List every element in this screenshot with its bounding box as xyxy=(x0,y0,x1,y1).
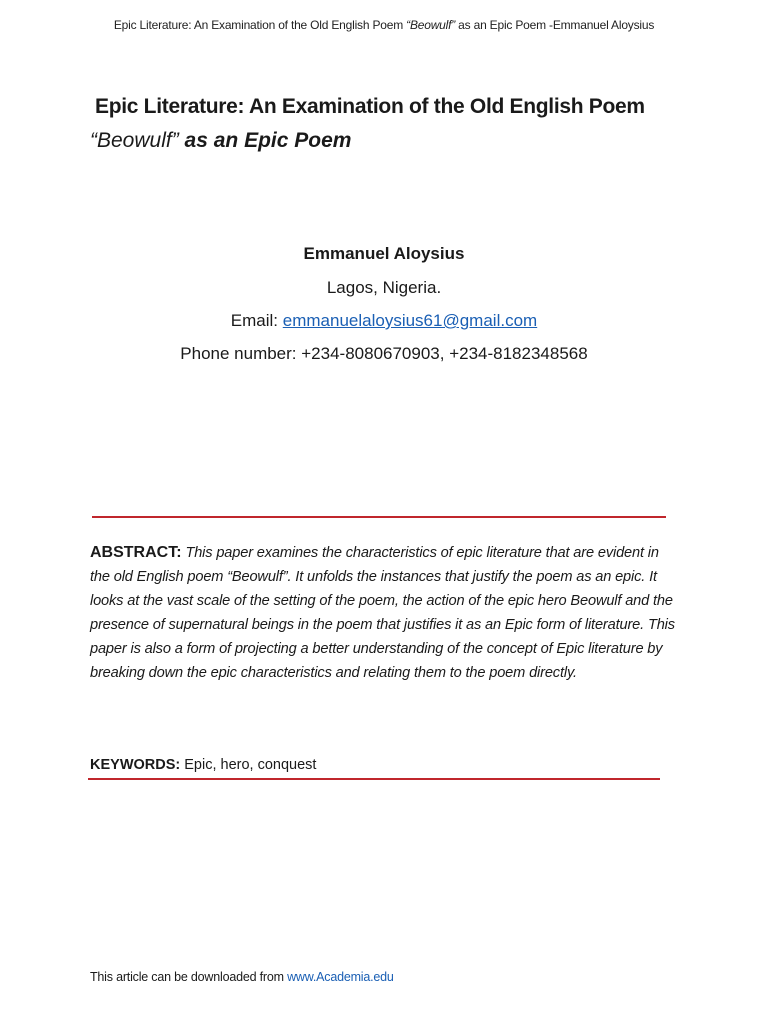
keywords xyxy=(90,757,316,773)
paper-title xyxy=(90,95,690,153)
keywords-label: KEYWORDS: xyxy=(90,757,181,773)
title-line-1: Epic Literature: An Examination of the Old English Poem xyxy=(95,95,645,118)
email-label: Email: xyxy=(230,311,283,330)
author-block xyxy=(0,244,768,377)
running-header-prefix: Epic Literature: An Examination of the Old English Poem xyxy=(113,18,407,32)
title-beowulf: “Beowulf” xyxy=(90,129,179,152)
footer xyxy=(90,970,394,984)
abstract-text: This paper examines the characteristics of epic literature that are evident in the old English poem “Beowulf”. It unfolds the instances that justify the poem as an epic. It looks at the vast scale of the setting of the poem, the action of the epic hero Beowulf and the presence of supernatural beings in the poem that justifies it as an Epic form of literature. This paper is also a form of projecting a better understanding of the concept of Epic literature by breaking down the epic characteristics and relating them to the poem directly. xyxy=(90,545,675,681)
bottom-divider xyxy=(88,778,660,780)
author-name: Emmanuel Aloysius xyxy=(303,244,465,263)
academia-link[interactable]: www.Academia.edu xyxy=(287,970,394,984)
running-header xyxy=(0,18,768,32)
title-as-epic-poem: as an Epic Poem xyxy=(178,129,352,152)
top-divider xyxy=(92,516,666,518)
abstract-label: ABSTRACT: xyxy=(90,544,182,561)
title-line-2 xyxy=(90,129,690,153)
keywords-values: Epic, hero, conquest xyxy=(184,757,317,773)
running-header-suffix: as an Epic Poem -Emmanuel Aloysius xyxy=(455,18,655,32)
author-email-line xyxy=(0,311,768,331)
email-link[interactable]: emmanuelaloysius61@gmail.com xyxy=(282,311,538,330)
running-header-italic: “Beowulf” xyxy=(406,18,456,32)
author-location: Lagos, Nigeria. xyxy=(326,278,442,297)
footer-text: This article can be downloaded from xyxy=(90,970,288,984)
author-phone: Phone number: +234-8080670903, +234-8182348568 xyxy=(180,344,588,363)
abstract xyxy=(90,541,682,685)
